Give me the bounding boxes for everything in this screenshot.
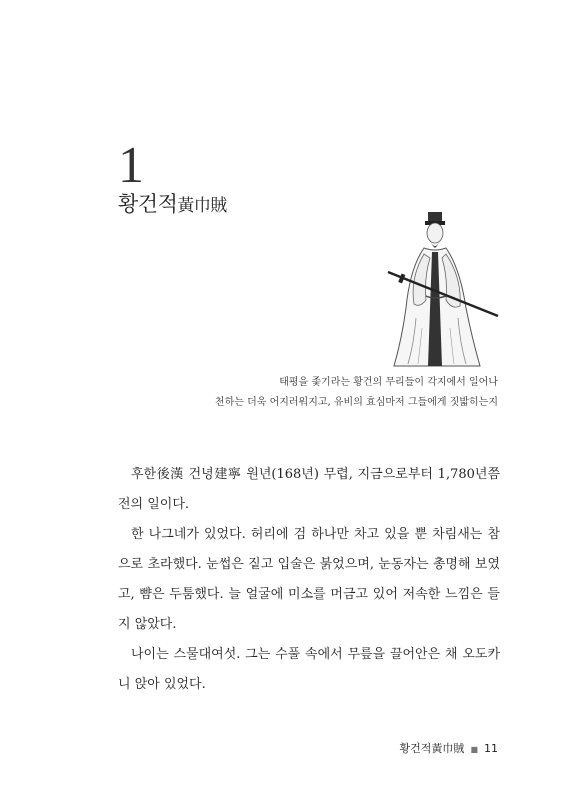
chapter-number: 1 [118, 137, 144, 194]
footer-separator-icon: ■ [470, 744, 478, 754]
paragraph: 후한後漢 건녕建寧 원년(168년) 무렵, 지금으로부터 1,780년쯤 전의 일이다. [118, 467, 500, 512]
paragraph: 한 나그네가 있었다. 허리에 검 하나만 차고 있을 뿐 차림새는 참으로 초라했다. 눈썹은 짙고 입술은 붉었으며, 눈동자는 총명해 보였고, 뺨은 두툼했다. 늘 얼굴에 미소를 머금고 있어 저속한 느낌은 들지 않았다. [118, 527, 500, 632]
chapter-title-hanja: 黃巾賊 [177, 196, 227, 216]
body-text [118, 460, 500, 700]
paragraph: 나이는 스물대여섯. 그는 수풀 속에서 무릎을 끌어안은 채 오도카니 앉아 있었다. [118, 647, 500, 692]
running-title: 황건적黃巾賊 [399, 742, 465, 755]
caption-line: 천하는 더욱 어지러워지고, 유비의 효심마저 그들에게 짓밟히는지 [214, 397, 498, 408]
page-footer [400, 740, 498, 756]
chapter-title-korean: 황건적 [118, 192, 178, 216]
illustration-caption [215, 373, 498, 413]
caption-line: 태평을 좇기라는 황건의 무리들이 각지에서 일어나 [279, 377, 498, 388]
page-number: 11 [484, 742, 498, 755]
scholar-with-sword-illustration [380, 208, 500, 373]
chapter-title [118, 188, 227, 218]
